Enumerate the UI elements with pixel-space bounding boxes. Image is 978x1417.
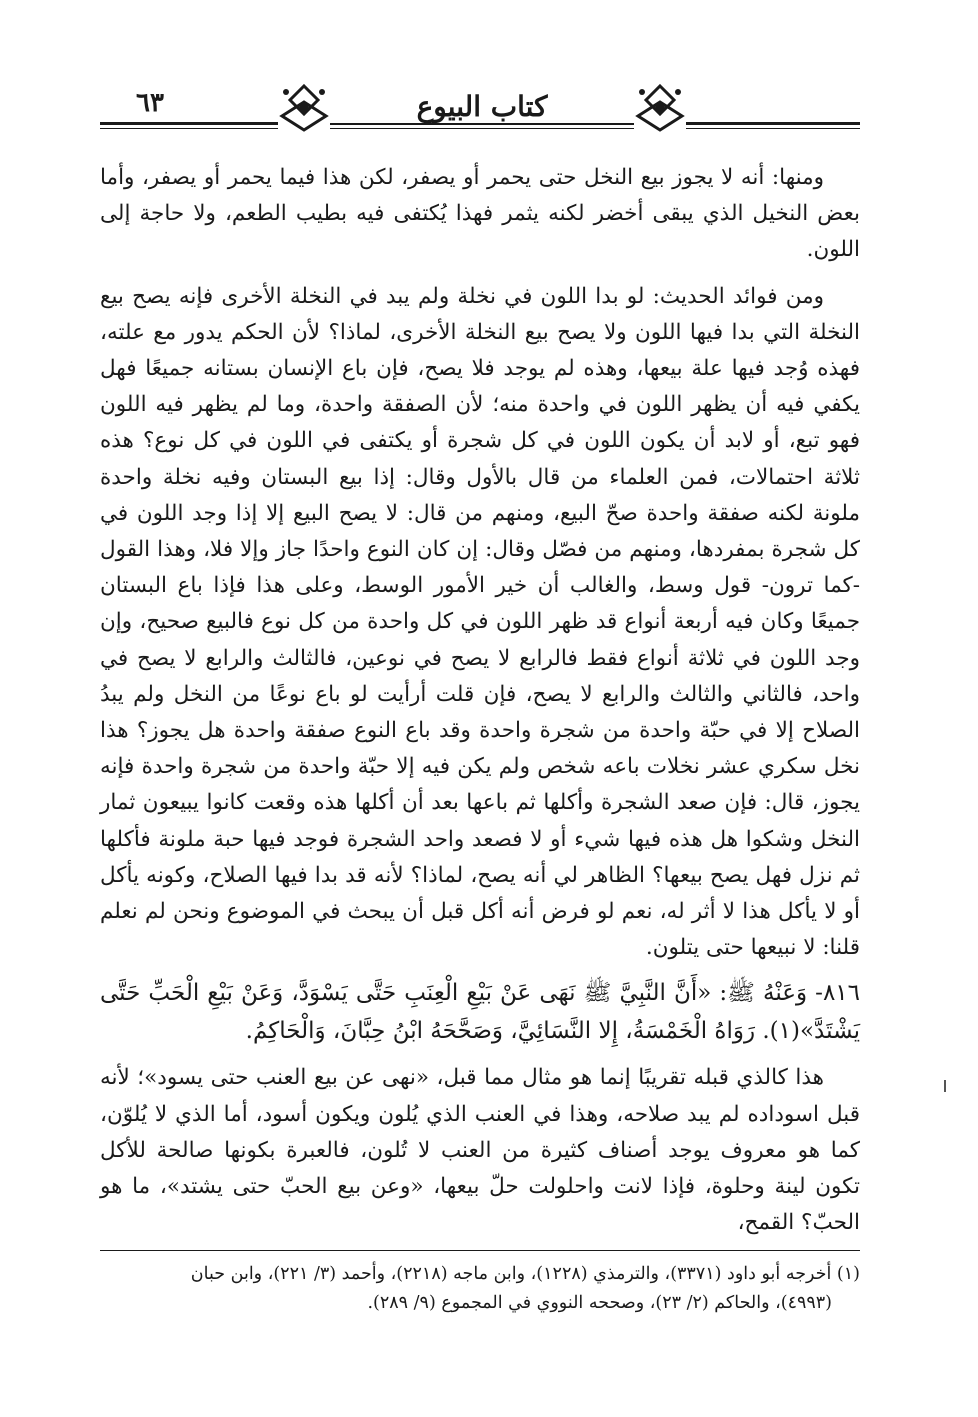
header-title: كتاب البيوع xyxy=(330,90,634,123)
page-number: ٦٣ xyxy=(130,88,170,118)
page-body xyxy=(100,160,860,1241)
commentary-paragraph: هذا كالذي قبله تقريبًا إنما هو مثال مما قبل، «نهى عن بيع العنب حتى يسود»؛ لأنه قبل اسوداده لم يبد صلاحه، وهذا في العنب الذي يُلون ويكون أسود، أما الذي لا يُلوّن، كما هو معروف يوجد أصناف كثيرة من العنب لا تُلون، فالعبرة بكونها صالحة للأكل تكون لينة وحلوة، فإذا لانت واحلولت حلّ بيعها، «وعن بيع الحبّ حتى يشتد»، ما هو الحبّ؟ القمح، xyxy=(100,1065,861,1236)
paragraph-1: ومنها: أنه لا يجوز بيع النخل حتى يحمر أو يصفر، لكن هذا فيما يحمر أو يصفر، وأما بعض النخيل الذي يبقى أخضر لكنه يثمر فهذا يُكتفى فيه بطيب الطعم، ولا حاجة إلى اللون. xyxy=(100,165,860,263)
footnote-line-2: (٤٩٩٣)، والحاكم (٢/ ٢٣)، وصححه النووي في المجموع (٩/ ٢٨٩). xyxy=(367,1293,832,1313)
scan-edge-mark xyxy=(944,1080,946,1092)
page-header xyxy=(100,78,860,148)
ornament-left-icon xyxy=(278,82,330,134)
footnote-divider xyxy=(100,1250,860,1251)
ornament-right-icon xyxy=(634,82,686,134)
header-rule-thin xyxy=(100,128,860,129)
footnotes xyxy=(100,1260,860,1318)
paragraph-2: ومن فوائد الحديث: لو بدا اللون في نخلة ولم يبد في النخلة الأخرى فإنه يصح بيع النخلة التي بدا فيها اللون ولا يصح بيع النخلة الأخرى، لماذا؟ لأن الحكم يدور مع علته، فهذه وُجد فيها علة بيعها، وهذه لم يوجد فلا يصح، فإن باع الإنسان بستانه جميعًا فهل يكفي فيه أن يظهر اللون في واحدة منه؛ لأن الصفقة واحدة، وما لم يظهر فيه اللون فهو تبع، أو لابد أن يكون اللون في كل شجرة أو يكتفى في اللون في كل نوع؟ هذه ثلاثة احتمالات، فمن العلماء من قال بالأول وقال: إذا بيع البستان وفيه نخلة واحدة ملونة لكنه صفقة واحدة صحّ البيع، ومنهم من قال: لا يصح البيع إلا إذا وجد اللون في كل شجرة بمفردها، ومنهم من فصّل وقال: إن كان النوع واحدًا جاز وإلا فلا، وهذا القول -كما ترون- قول وسط، والغالب أن خير الأمور الوسط، وعلى هذا فإذا باع البستان جميعًا وكان فيه أربعة أنواع قد ظهر اللون في كل واحدة من كل نوع فالبيع صحيح، وإن وجد اللون في ثلاثة أنواع فقط فالرابع لا يصح في نوعين، فالثالث والرابع لا يصح في واحد، فالثاني والثالث والرابع لا يصح، فإن قلت أرأيت لو باع نوعًا من النخل ولم يبدُ الصلاح إلا في حبّة واحدة من شجرة واحدة وقد باع النوع صفقة واحدة هل يجوز؟ هذا نخل سكري عشر نخلات باعه شخص ولم يكن فيه إلا حبّة واحدة من شجرة واحدة فإنه يجوز، قال: فإن صعد الشجرة وأكلها ثم باعها بعد أن أكلها هذه وقعت كانوا يبيعون ثمار النخل وشكوا هل هذه فيها شيء أو لا فصعد واحد الشجرة فوجد فيها حبة ملونة فأكلها ثم نزل فهل يصح بيعها؟ الظاهر لي أنه يصح، لماذا؟ لأنه قد بدا فيها الصلاح، وكونه يأكل أو لا يأكل هذا لا أثر له، نعم لو فرض أنه أكل قبل أن يبحث في الموضوع ونحن لم نعلم قلنا: لا نبيعها حتى يتلون. xyxy=(100,283,860,961)
footnote-line-1: (١) أخرجه أبو داود (٣٣٧١)، والترمذي (١٢٢٨)، وابن ماجه (٢٢١٨)، وأحمد (٣/ ٢٢١)، وابن حبان xyxy=(190,1264,860,1284)
hadith-text: ٨١٦- وَعَنْهُ ﷺ: «أَنَّ النَّبِيَّ ﷺ نَهَى عَنْ بَيْعِ الْعِنَبِ حَتَّى يَسْوَدَّ، وَعَنْ بَيْعِ الْحَبِّ حَتَّى يَشْتَدَّ»(١). رَوَاهُ الْخَمْسَةُ، إِلا النَّسَائِيَّ، وَصَحَّحَهُ ابْنُ حِبَّانَ، وَالْحَاكِمُ. xyxy=(100,980,860,1045)
